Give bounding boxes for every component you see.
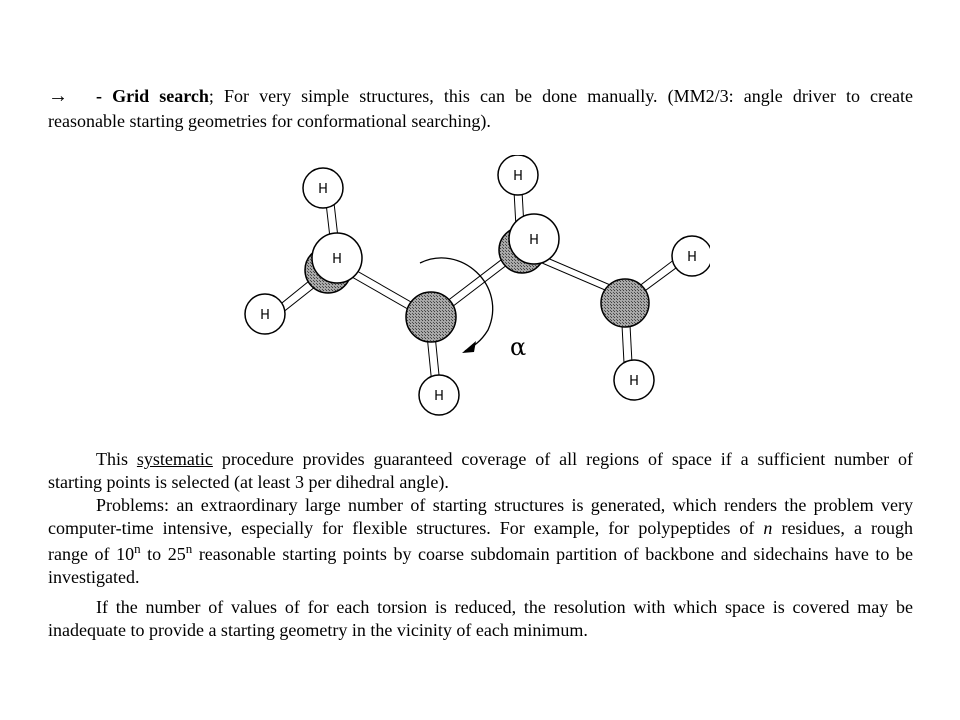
molecule-diagram [230,155,710,420]
hydrogen-front-left [312,233,362,283]
carbon-atom-4 [601,279,649,327]
exponent-n-2: n [185,541,193,556]
hydrogen-label: H [687,250,697,265]
paragraph2-line2-post: residues, a rough [772,518,914,538]
hydrogen-bottom-center [419,375,459,415]
arrow-head-icon [462,341,476,353]
intro-line-1-text: ; For very simple structures, this can be done manually. (MM2/3: angle driver to create [208,86,913,106]
paragraph2-line-4: investigated. [48,567,140,587]
hydrogen-far-right [672,236,710,276]
paragraph2-line2-pre: computer-time intensive, especially for flexible structures. For example, for polypeptides of [48,518,764,538]
paragraph3-line-1: If the number of values of for each torsion is reduced, the resolution with which space is covered may be [96,597,913,617]
hydrogen-label: H [434,389,444,404]
paragraph2-line-1: Problems: an extraordinary large number of starting structures is generated, which renders the problem very [96,495,913,515]
paragraph3-line-2: inadequate to provide a starting geometry in the vicinity of each minimum. [48,620,588,640]
hydrogen-front-right [509,214,559,264]
torsion-angle-label: α [510,333,527,361]
variable-n: n [763,518,773,538]
systematic-underlined: systematic [136,449,213,469]
paragraph2-line-3 [48,543,913,565]
paragraph2-line3-mid: to 25 [140,544,186,564]
hydrogen-top-right [498,155,538,195]
carbon-atom-2 [406,292,456,342]
arrow-symbol: → [48,85,68,107]
paragraph1-line-2: starting points is selected (at least 3 per dihedral angle). [48,472,449,492]
hydrogen-label: H [332,252,342,267]
paragraph2-line3-post: reasonable starting points by coarse subdomain partition of backbone and sidechains have to be [192,544,913,564]
hydrogen-left [245,294,285,334]
grid-search-heading: - Grid search [96,86,209,106]
intro-line-1 [96,85,913,107]
intro-line-2: reasonable starting geometries for conformational searching). [48,111,491,131]
paragraph1-pre: This [96,449,137,469]
paragraph2-line3-pre: range of 10 [48,544,135,564]
hydrogen-label: H [513,169,523,184]
hydrogen-label: H [629,374,639,389]
hydrogen-label: H [529,233,539,248]
bond-c4-hbottom [622,325,632,363]
paragraph1-post: procedure provides guaranteed coverage of all regions of space if a sufficient number of [212,449,913,469]
hydrogen-label: H [318,182,328,197]
hydrogen-bottom-right [614,360,654,400]
paragraph2-line-2 [48,517,913,539]
hydrogen-label: H [260,308,270,323]
paragraph1-line-1 [96,448,913,470]
exponent-n-1: n [134,541,141,556]
hydrogen-top-left [303,168,343,208]
